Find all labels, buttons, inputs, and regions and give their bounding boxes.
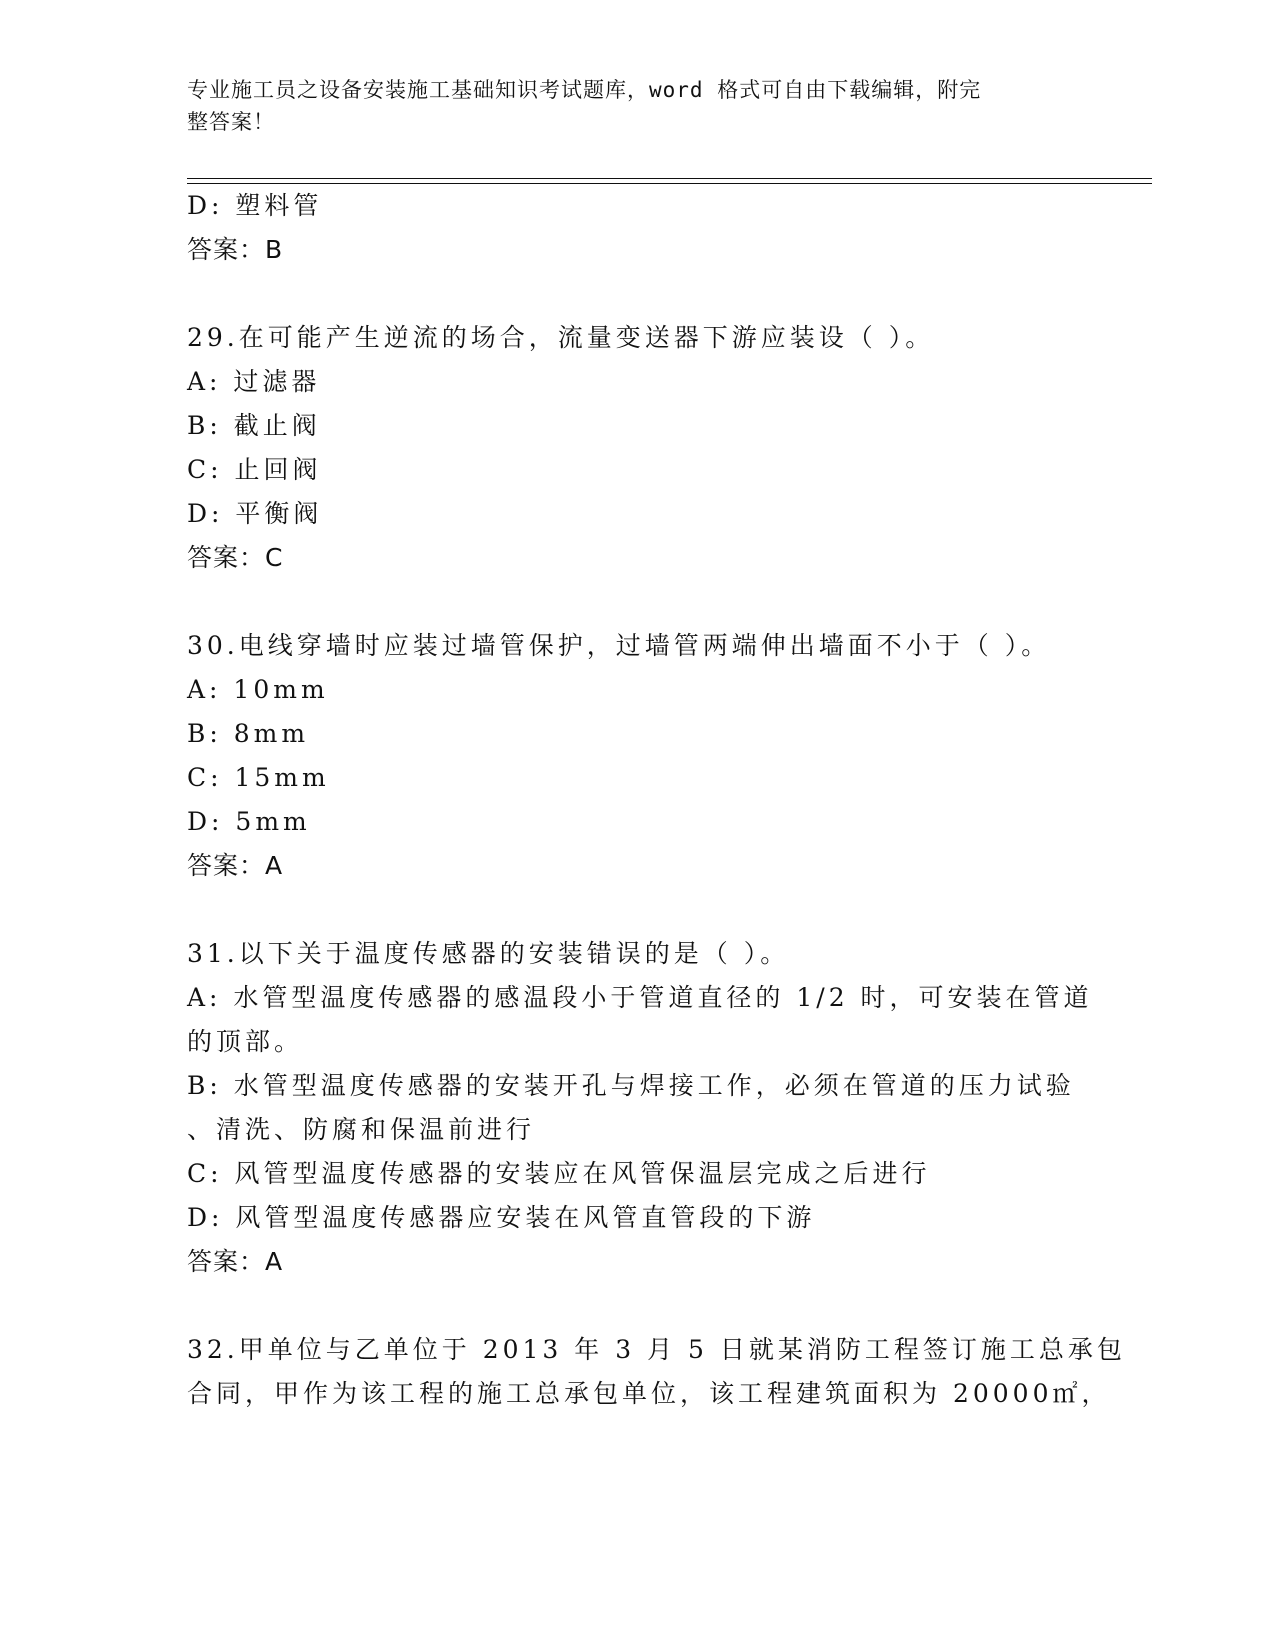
q29-option-a: A: 过滤器 [187,367,321,396]
q31-option-a-line-2: 的顶部。 [187,1027,304,1056]
q31-option-c: C: 风管型温度传感器的安装应在风管保温层完成之后进行 [187,1159,931,1188]
document-header [187,74,1067,138]
header-divider-bottom [187,183,1152,184]
q31-option-b-line-1: B: 水管型温度传感器的安装开孔与焊接工作，必须在管道的压力试验 [187,1071,1075,1100]
q31-stem: 31.以下关于温度传感器的安装错误的是（ ）。 [187,939,790,968]
q29-option-c: C: 止回阀 [187,455,322,484]
q30-option-b: B: 8mm [187,719,310,748]
q32-stem-line-1: 32.甲单位与乙单位于 2013 年 3 月 5 日就某消防工程签订施工总承包 [187,1335,1126,1364]
q31-option-a-line-1: A: 水管型温度传感器的感温段小于管道直径的 1/2 时，可安装在管道 [187,983,1093,1012]
prev-answer: 答案：B [187,235,284,264]
prev-option-d: D: 塑料管 [187,191,323,220]
q31-option-d: D: 风管型温度传感器应安装在风管直管段的下游 [187,1203,816,1232]
q29-option-d: D: 平衡阀 [187,499,323,528]
q29-option-b: B: 截止阀 [187,411,321,440]
q31-answer: 答案：A [187,1247,284,1276]
q30-option-c: C: 15mm [187,763,330,792]
q30-option-a: A: 10mm [187,675,329,704]
q29-stem: 29.在可能产生逆流的场合，流量变送器下游应装设（ ）。 [187,323,935,352]
q31-option-b-line-2: 、清洗、防腐和保温前进行 [187,1115,536,1144]
header-divider-top [187,178,1152,179]
q30-answer: 答案：A [187,851,284,880]
header-line-2: 整答案！ [187,110,275,134]
q32-stem-line-2: 合同，甲作为该工程的施工总承包单位，该工程建筑面积为 20000㎡， [187,1379,1111,1408]
q30-option-d: D: 5mm [187,807,311,836]
header-line-1: 专业施工员之设备安装施工基础知识考试题库，word 格式可自由下载编辑，附完 [187,78,982,102]
q29-answer: 答案：C [187,543,284,572]
q30-stem: 30.电线穿墙时应装过墙管保护，过墙管两端伸出墙面不小于（ ）。 [187,631,1051,660]
